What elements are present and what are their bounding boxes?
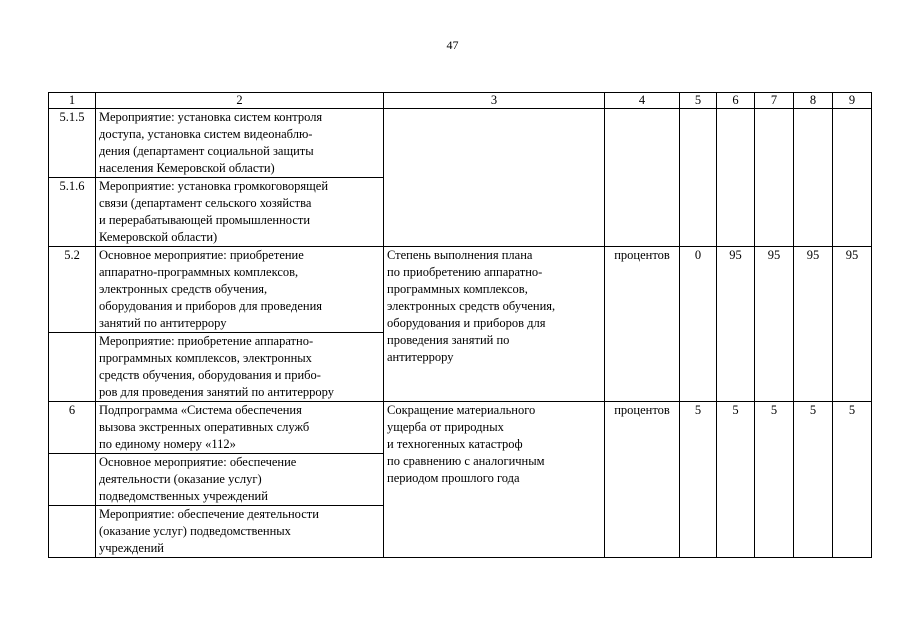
row-number: 6	[49, 402, 96, 454]
column-header: 7	[755, 93, 794, 109]
value-cell: 0	[680, 247, 717, 402]
value-cell: 5	[755, 402, 794, 558]
value-cell: 5	[717, 402, 755, 558]
value-cell: 95	[833, 247, 872, 402]
indicator-cell: Сокращение материального ущерба от природных и техногенных катастроф по сравнению с аналогичным периодом прошлого года	[384, 402, 605, 558]
column-header: 8	[794, 93, 833, 109]
value-cell	[755, 109, 794, 247]
table-row	[49, 247, 872, 333]
value-cell: 95	[794, 247, 833, 402]
column-header: 9	[833, 93, 872, 109]
value-cell: 95	[755, 247, 794, 402]
value-cell	[833, 109, 872, 247]
value-cell: 5	[680, 402, 717, 558]
page-number: 47	[446, 38, 459, 52]
column-header: 5	[680, 93, 717, 109]
table-row	[49, 109, 872, 178]
indicator-cell	[384, 109, 605, 247]
table-row	[49, 402, 872, 454]
row-number	[49, 454, 96, 506]
value-cell: 5	[833, 402, 872, 558]
indicator-cell: Степень выполнения плана по приобретению аппаратно- программных комплексов, электронных средств обучения, оборудования и приборов для проведения занятий по антитеррору	[384, 247, 605, 402]
column-header: 1	[49, 93, 96, 109]
unit-cell	[605, 109, 680, 247]
row-number	[49, 506, 96, 558]
row-number: 5.1.5	[49, 109, 96, 178]
row-name: Мероприятие: установка громкоговорящей связи (департамент сельского хозяйства и перерабатывающей промышленности Кемеровской области)	[96, 178, 384, 247]
row-number: 5.2	[49, 247, 96, 333]
row-name: Мероприятие: установка систем контроля доступа, установка систем видеонаблю- дения (департамент социальной защиты населения Кемеровской области)	[96, 109, 384, 178]
value-cell	[680, 109, 717, 247]
row-number: 5.1.6	[49, 178, 96, 247]
column-header: 2	[96, 93, 384, 109]
column-header: 3	[384, 93, 605, 109]
row-name: Основное мероприятие: приобретение аппаратно-программных комплексов, электронных средств обучения, оборудования и приборов для проведения занятий по антитеррору	[96, 247, 384, 333]
row-name: Мероприятие: обеспечение деятельности (оказание услуг) подведомственных учреждений	[96, 506, 384, 558]
column-header: 6	[717, 93, 755, 109]
value-cell	[717, 109, 755, 247]
value-cell: 5	[794, 402, 833, 558]
row-name: Подпрограмма «Система обеспечения вызова экстренных оперативных служб по единому номеру «112»	[96, 402, 384, 454]
unit-cell: процентов	[605, 402, 680, 558]
value-cell	[794, 109, 833, 247]
row-number	[49, 333, 96, 402]
row-name: Основное мероприятие: обеспечение деятельности (оказание услуг) подведомственных учреждений	[96, 454, 384, 506]
row-name: Мероприятие: приобретение аппаратно- программных комплексов, электронных средств обучения, оборудования и прибо- ров для проведения занятий по антитеррору	[96, 333, 384, 402]
program-table	[48, 92, 872, 558]
column-header: 4	[605, 93, 680, 109]
value-cell: 95	[717, 247, 755, 402]
column-number-row	[49, 93, 872, 109]
unit-cell: процентов	[605, 247, 680, 402]
